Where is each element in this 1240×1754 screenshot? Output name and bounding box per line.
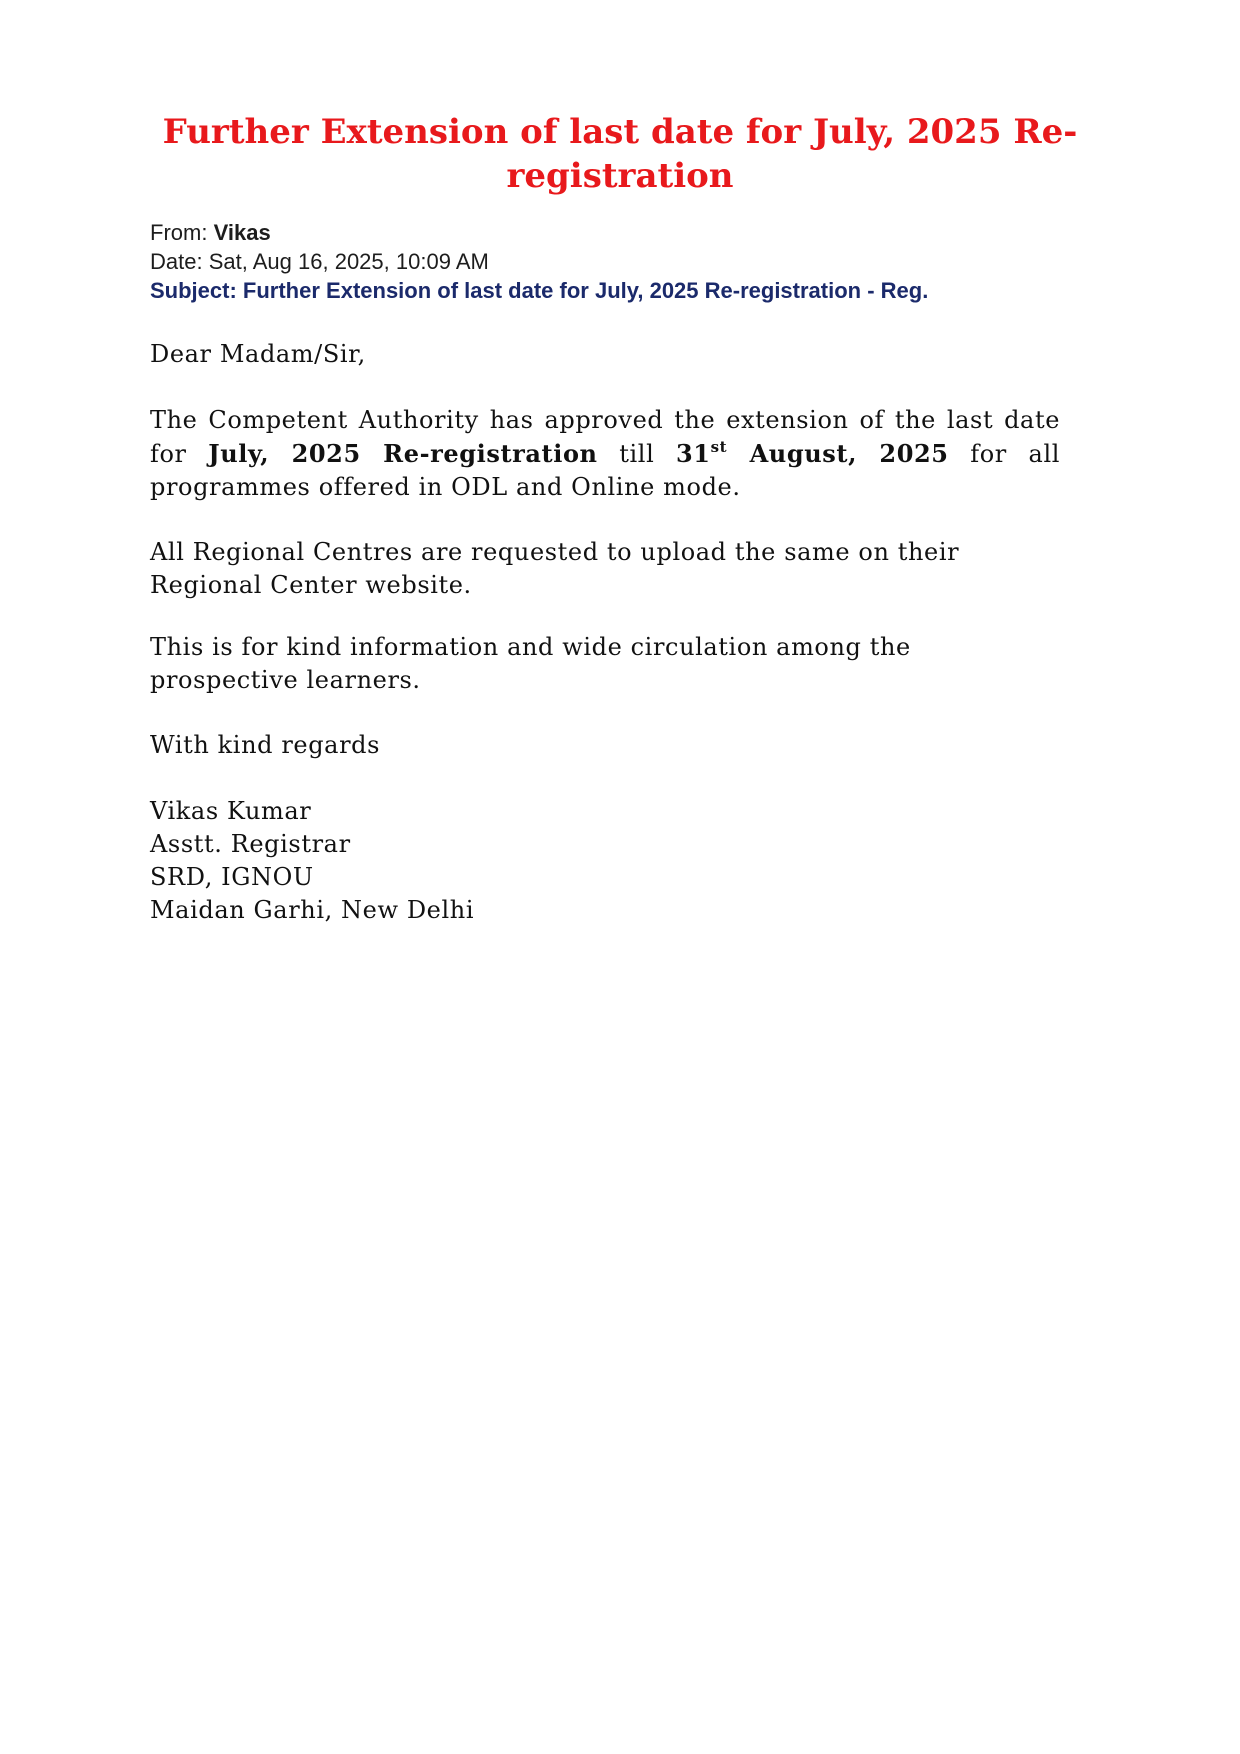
from-value: Vikas <box>213 220 271 245</box>
date-row <box>150 247 1090 276</box>
signature-department: SRD, IGNOU <box>150 863 314 891</box>
para1-session: July, 2025 Re-registration <box>208 439 598 468</box>
deadline-month-year: August, 2025 <box>727 439 949 468</box>
closing: With kind regards <box>150 731 381 759</box>
paragraph-information: This is for kind information and wide circulation among the prospective learners. <box>150 633 911 694</box>
signature-address: Maidan Garhi, New Delhi <box>150 896 475 924</box>
deadline-ordinal: st <box>710 438 728 456</box>
para1-text-c: for all programmes offered in ODL and Online mode. <box>150 440 1060 501</box>
signature-block <box>150 795 1060 927</box>
date-value: Sat, Aug 16, 2025, 10:09 AM <box>208 249 489 274</box>
paragraph-regional-centres: All Regional Centres are requested to upload the same on their Regional Center website. <box>150 538 960 599</box>
subject-value: Further Extension of last date for July, 2025 Re-registration - Reg. <box>242 278 929 303</box>
para1-deadline <box>676 439 949 468</box>
from-label: From: <box>150 220 208 245</box>
subject-row <box>150 276 1090 305</box>
signature-designation: Asstt. Registrar <box>150 830 351 858</box>
date-label: Date: <box>150 249 203 274</box>
subject-label: Subject: <box>150 278 237 303</box>
para1-text-a: The Competent Authority has approved the extension of the last date for <box>150 406 1060 468</box>
paragraph-extension <box>150 404 1060 504</box>
from-row <box>150 218 1090 247</box>
para1-text-b: till <box>597 440 676 468</box>
deadline-day: 31 <box>676 439 711 468</box>
signature-name: Vikas Kumar <box>150 797 312 825</box>
salutation: Dear Madam/Sir, <box>150 340 366 368</box>
page-title: Further Extension of last date for July, 2025 Re-registration <box>162 112 1078 196</box>
email-header <box>150 218 1090 305</box>
